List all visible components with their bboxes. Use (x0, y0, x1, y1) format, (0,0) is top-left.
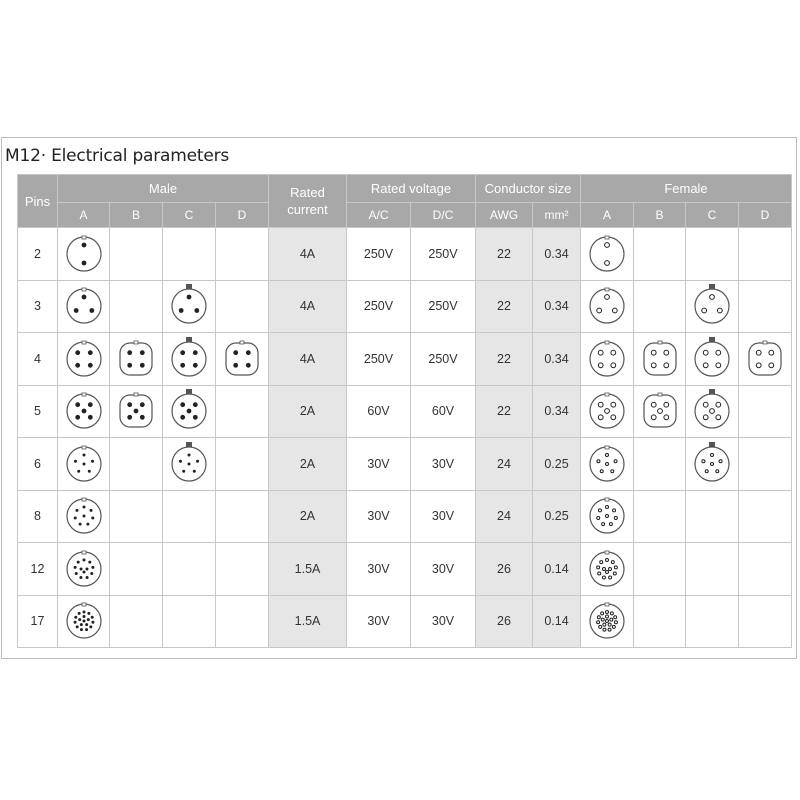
male-diagram-cell (163, 543, 216, 596)
rated-current-value: 4A (269, 228, 347, 281)
voltage-ac-value: 60V (347, 385, 411, 438)
female-diagram-cell (634, 333, 686, 386)
male-diagram-cell (110, 543, 163, 596)
awg-value: 24 (476, 438, 533, 491)
female-diagram-cell (739, 595, 792, 648)
table-row (18, 595, 792, 648)
male-diagram-cell (163, 490, 216, 543)
male-connector-icon (219, 336, 265, 382)
male-diagram-cell (163, 595, 216, 648)
female-header: Female (581, 175, 792, 203)
awg-value: 22 (476, 280, 533, 333)
male-diagram-cell (216, 490, 269, 543)
rated-current-value: 4A (269, 333, 347, 386)
male-diagram-cell (163, 228, 216, 281)
table-row (18, 543, 792, 596)
female-diagram-cell (634, 280, 686, 333)
table-row (18, 385, 792, 438)
female-diagram-cell (634, 228, 686, 281)
female-connector-icon (637, 336, 683, 382)
female-diagram-cell (686, 490, 739, 543)
pins-count: 5 (18, 385, 58, 438)
female-connector-icon (584, 336, 630, 382)
awg-value: 26 (476, 595, 533, 648)
dc-header: D/C (411, 203, 476, 228)
voltage-ac-value: 250V (347, 280, 411, 333)
female-diagram-cell (634, 490, 686, 543)
female-code-a: A (581, 203, 634, 228)
female-diagram-cell (739, 385, 792, 438)
voltage-ac-value: 30V (347, 438, 411, 491)
mm2-value: 0.14 (533, 543, 581, 596)
male-diagram-cell (58, 543, 110, 596)
male-diagram-cell (110, 228, 163, 281)
female-connector-icon (584, 388, 630, 434)
male-diagram-cell (58, 490, 110, 543)
awg-value: 24 (476, 490, 533, 543)
female-diagram-cell (686, 438, 739, 491)
male-diagram-cell (216, 543, 269, 596)
female-connector-icon (637, 388, 683, 434)
awg-header: AWG (476, 203, 533, 228)
male-connector-icon (61, 598, 107, 644)
table-row (18, 490, 792, 543)
table-row (18, 438, 792, 491)
male-diagram-cell (58, 228, 110, 281)
male-diagram-cell (110, 280, 163, 333)
male-code-b: B (110, 203, 163, 228)
male-connector-icon (61, 493, 107, 539)
female-diagram-cell (581, 595, 634, 648)
male-diagram-cell (110, 490, 163, 543)
voltage-ac-value: 30V (347, 490, 411, 543)
female-diagram-cell (634, 543, 686, 596)
male-diagram-cell (216, 333, 269, 386)
male-connector-icon (166, 388, 212, 434)
female-diagram-cell (739, 333, 792, 386)
male-diagram-cell (58, 438, 110, 491)
male-diagram-cell (216, 280, 269, 333)
male-code-d: D (216, 203, 269, 228)
female-diagram-cell (581, 280, 634, 333)
rated-current-value: 2A (269, 385, 347, 438)
male-diagram-cell (216, 385, 269, 438)
male-diagram-cell (163, 438, 216, 491)
rated-current-value: 2A (269, 438, 347, 491)
female-connector-icon (584, 283, 630, 329)
male-diagram-cell (163, 333, 216, 386)
table-row (18, 280, 792, 333)
voltage-dc-value: 250V (411, 280, 476, 333)
female-connector-icon (584, 441, 630, 487)
pins-count: 2 (18, 228, 58, 281)
rated-voltage-header: Rated voltage (347, 175, 476, 203)
female-code-c: C (686, 203, 739, 228)
awg-value: 22 (476, 333, 533, 386)
female-connector-icon (689, 336, 735, 382)
voltage-dc-value: 30V (411, 595, 476, 648)
mm2-value: 0.34 (533, 228, 581, 281)
male-connector-icon (166, 336, 212, 382)
female-diagram-cell (739, 438, 792, 491)
voltage-dc-value: 30V (411, 543, 476, 596)
female-diagram-cell (739, 543, 792, 596)
female-diagram-cell (686, 228, 739, 281)
pins-count: 6 (18, 438, 58, 491)
female-connector-icon (689, 388, 735, 434)
female-connector-icon (689, 283, 735, 329)
male-header: Male (58, 175, 269, 203)
male-connector-icon (61, 231, 107, 277)
male-connector-icon (166, 441, 212, 487)
mm2-header: mm² (533, 203, 581, 228)
male-connector-icon (166, 283, 212, 329)
male-diagram-cell (110, 438, 163, 491)
female-diagram-cell (739, 228, 792, 281)
female-diagram-cell (686, 595, 739, 648)
female-diagram-cell (634, 595, 686, 648)
female-diagram-cell (581, 490, 634, 543)
male-diagram-cell (110, 385, 163, 438)
male-connector-icon (61, 546, 107, 592)
male-diagram-cell (216, 438, 269, 491)
female-diagram-cell (581, 228, 634, 281)
female-connector-icon (584, 493, 630, 539)
voltage-ac-value: 250V (347, 333, 411, 386)
female-code-d: D (739, 203, 792, 228)
mm2-value: 0.25 (533, 438, 581, 491)
male-diagram-cell (58, 280, 110, 333)
female-diagram-cell (739, 280, 792, 333)
ac-header: A/C (347, 203, 411, 228)
female-diagram-cell (686, 333, 739, 386)
female-diagram-cell (686, 280, 739, 333)
female-diagram-cell (581, 385, 634, 438)
female-diagram-cell (581, 333, 634, 386)
male-connector-icon (61, 283, 107, 329)
male-diagram-cell (110, 595, 163, 648)
mm2-value: 0.25 (533, 490, 581, 543)
male-diagram-cell (58, 333, 110, 386)
female-diagram-cell (686, 385, 739, 438)
male-diagram-cell (216, 228, 269, 281)
female-diagram-cell (581, 543, 634, 596)
mm2-value: 0.14 (533, 595, 581, 648)
female-diagram-cell (739, 490, 792, 543)
female-connector-icon (584, 598, 630, 644)
mm2-value: 0.34 (533, 385, 581, 438)
voltage-dc-value: 250V (411, 333, 476, 386)
male-connector-icon (113, 388, 159, 434)
rated-current-value: 4A (269, 280, 347, 333)
male-diagram-cell (163, 385, 216, 438)
female-diagram-cell (634, 385, 686, 438)
female-connector-icon (584, 231, 630, 277)
rated-current-value: 2A (269, 490, 347, 543)
voltage-ac-value: 250V (347, 228, 411, 281)
pins-count: 8 (18, 490, 58, 543)
male-connector-icon (61, 441, 107, 487)
awg-value: 22 (476, 385, 533, 438)
table-row (18, 228, 792, 281)
male-diagram-cell (216, 595, 269, 648)
male-diagram-cell (58, 385, 110, 438)
female-diagram-cell (686, 543, 739, 596)
male-connector-icon (61, 388, 107, 434)
female-diagram-cell (634, 438, 686, 491)
table-row (18, 333, 792, 386)
female-code-b: B (634, 203, 686, 228)
pins-count: 3 (18, 280, 58, 333)
female-connector-icon (584, 546, 630, 592)
rated-current-value: 1.5A (269, 595, 347, 648)
male-code-a: A (58, 203, 110, 228)
rated-current-header: Rated current (269, 175, 347, 228)
voltage-ac-value: 30V (347, 543, 411, 596)
pins-count: 4 (18, 333, 58, 386)
pins-count: 12 (18, 543, 58, 596)
page-title: M12· Electrical parameters (5, 146, 230, 166)
male-diagram-cell (163, 280, 216, 333)
mm2-value: 0.34 (533, 280, 581, 333)
male-code-c: C (163, 203, 216, 228)
male-diagram-cell (58, 595, 110, 648)
table-body (18, 228, 792, 648)
female-diagram-cell (581, 438, 634, 491)
rated-current-value: 1.5A (269, 543, 347, 596)
voltage-ac-value: 30V (347, 595, 411, 648)
electrical-parameters-table (17, 174, 792, 648)
male-diagram-cell (110, 333, 163, 386)
voltage-dc-value: 30V (411, 490, 476, 543)
conductor-size-header: Conductor size (476, 175, 581, 203)
mm2-value: 0.34 (533, 333, 581, 386)
female-connector-icon (742, 336, 788, 382)
pins-header: Pins (18, 175, 58, 228)
pins-count: 17 (18, 595, 58, 648)
voltage-dc-value: 60V (411, 385, 476, 438)
awg-value: 26 (476, 543, 533, 596)
male-connector-icon (113, 336, 159, 382)
voltage-dc-value: 30V (411, 438, 476, 491)
voltage-dc-value: 250V (411, 228, 476, 281)
awg-value: 22 (476, 228, 533, 281)
male-connector-icon (61, 336, 107, 382)
female-connector-icon (689, 441, 735, 487)
